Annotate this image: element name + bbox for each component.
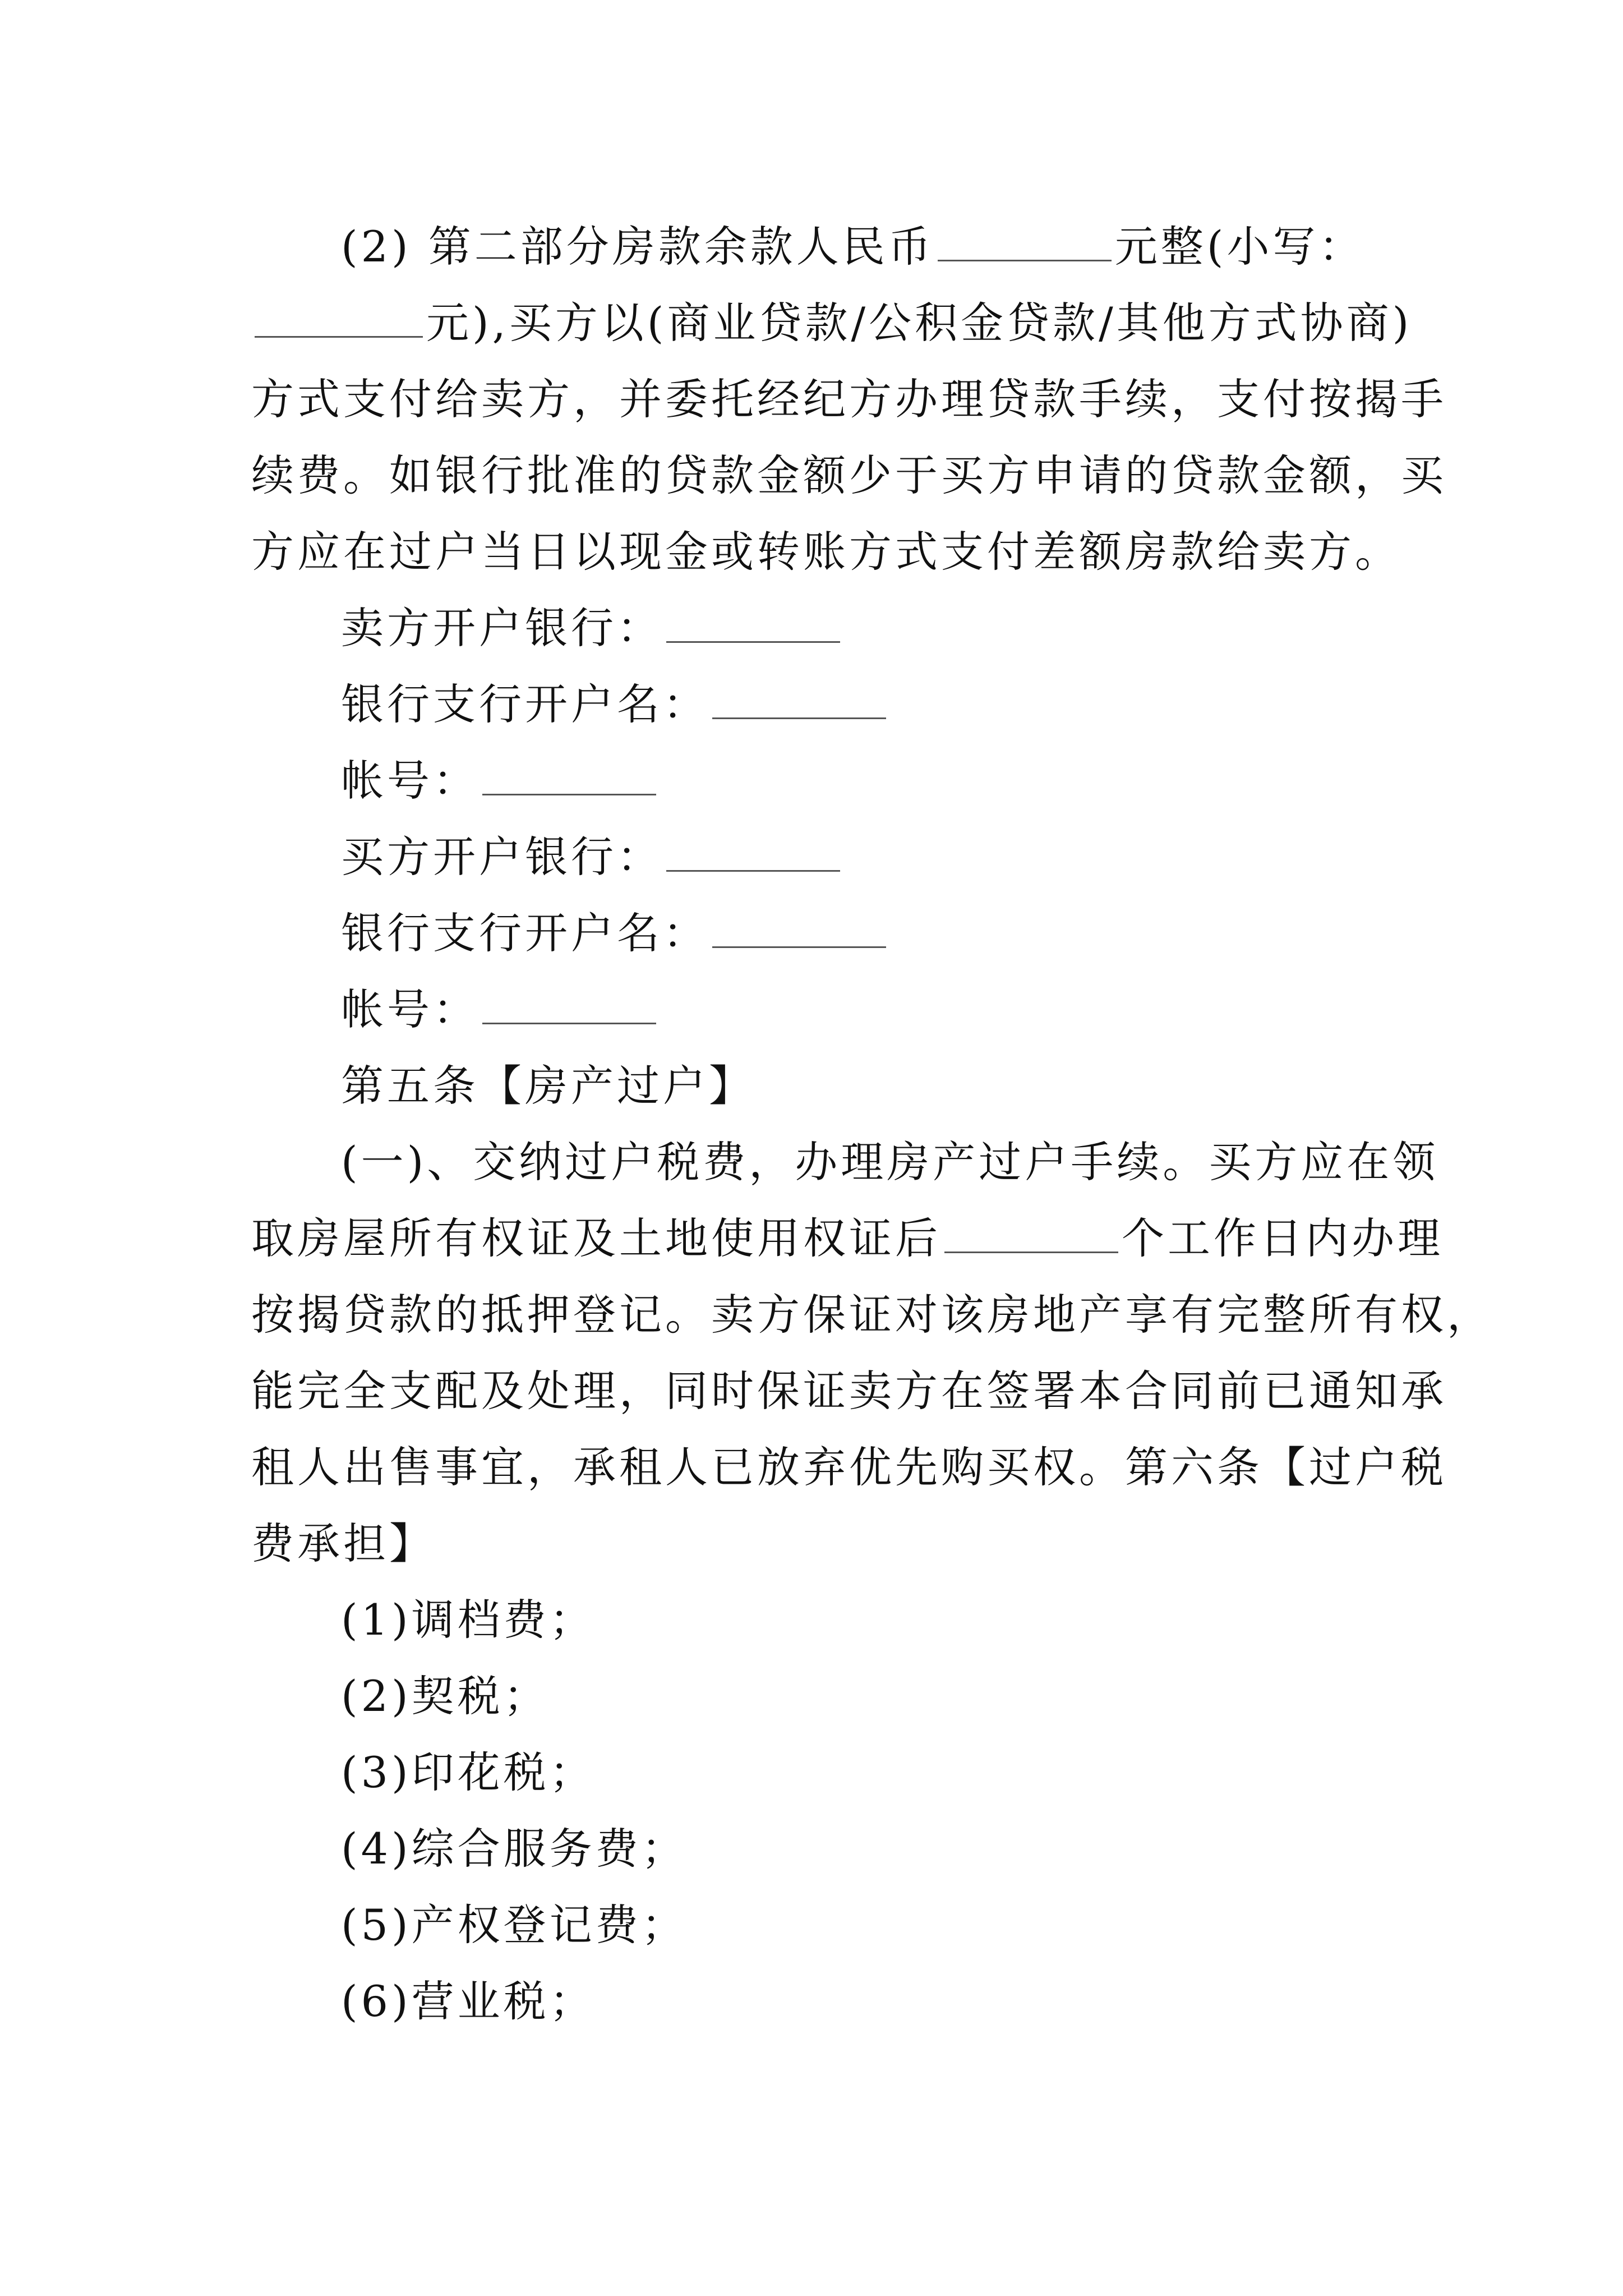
- seller-account-line: [251, 743, 1390, 819]
- buyer-bank-blank: [666, 831, 840, 872]
- seller-bank-line: [251, 590, 1390, 666]
- text: (2) 第二部分房款余款人民币: [341, 222, 934, 272]
- para2-line5: 租人出售事宜，承租人已放弃优先购买权。第六条【过户税: [251, 1442, 1447, 1492]
- seller-branch-label: 银行支行开户名：: [341, 679, 709, 729]
- fee-item: (5)产权登记费；: [341, 1900, 688, 1950]
- para1-line1: [251, 209, 1390, 285]
- buyer-bank-label: 买方开户银行：: [341, 832, 663, 882]
- buyer-account-line: [251, 972, 1390, 1048]
- para1-line5: 方应在过户当日以现金或转账方式支付差额房款给卖方。: [251, 527, 1401, 577]
- text: 取房屋所有权证及土地使用权证后: [251, 1213, 941, 1263]
- seller-bank-label: 卖方开户银行：: [341, 603, 663, 653]
- para2-line2: [251, 1200, 1444, 1277]
- seller-account-blank: [482, 754, 656, 795]
- workdays-blank: [944, 1212, 1118, 1253]
- buyer-branch-label: 银行支行开户名：: [341, 908, 709, 958]
- seller-branch-line: [251, 666, 1390, 743]
- fee-item: (4)综合服务费；: [341, 1824, 688, 1874]
- fee-item: (1)调档费；: [341, 1595, 596, 1645]
- fee-item: (3)印花税；: [341, 1747, 596, 1797]
- fee-item: (2)契税；: [341, 1671, 550, 1721]
- para1-line3: 方式支付给卖方，并委托经纪方办理贷款手续，支付按揭手: [251, 374, 1447, 424]
- para2-line3: 按揭贷款的抵押登记。卖方保证对该房地产享有完整所有权，: [251, 1290, 1493, 1340]
- para1-line2: [251, 285, 1413, 361]
- seller-account-label: 帐号：: [341, 756, 479, 806]
- para2-line1: (一)、交纳过户税费，办理房产过户手续。买方应在领: [341, 1137, 1439, 1187]
- lower-amount-blank: [255, 297, 423, 338]
- text: 个工作日内办理: [1122, 1213, 1444, 1263]
- seller-branch-blank: [712, 678, 886, 719]
- seller-bank-blank: [666, 602, 840, 643]
- document-page: [251, 209, 1493, 2040]
- para1-line4: 续费。如银行批准的贷款金额少于买方申请的贷款金额，买: [251, 450, 1447, 500]
- para2-line4: 能完全支配及处理，同时保证卖方在签署本合同前已通知承: [251, 1366, 1447, 1416]
- buyer-account-blank: [482, 983, 656, 1024]
- buyer-bank-line: [251, 819, 1390, 895]
- text: 元),买方以(商业贷款/公积金贷款/其他方式协商): [426, 298, 1413, 348]
- amount-blank: [938, 220, 1112, 261]
- buyer-branch-blank: [712, 907, 886, 948]
- fee-item: (6)营业税；: [341, 1976, 596, 2026]
- buyer-branch-line: [251, 895, 1390, 972]
- text: 元整(小写：: [1114, 222, 1365, 272]
- article5-title: 第五条【房产过户】: [341, 1061, 755, 1111]
- buyer-account-label: 帐号：: [341, 984, 479, 1034]
- para2-line6: 费承担】: [251, 1519, 435, 1568]
